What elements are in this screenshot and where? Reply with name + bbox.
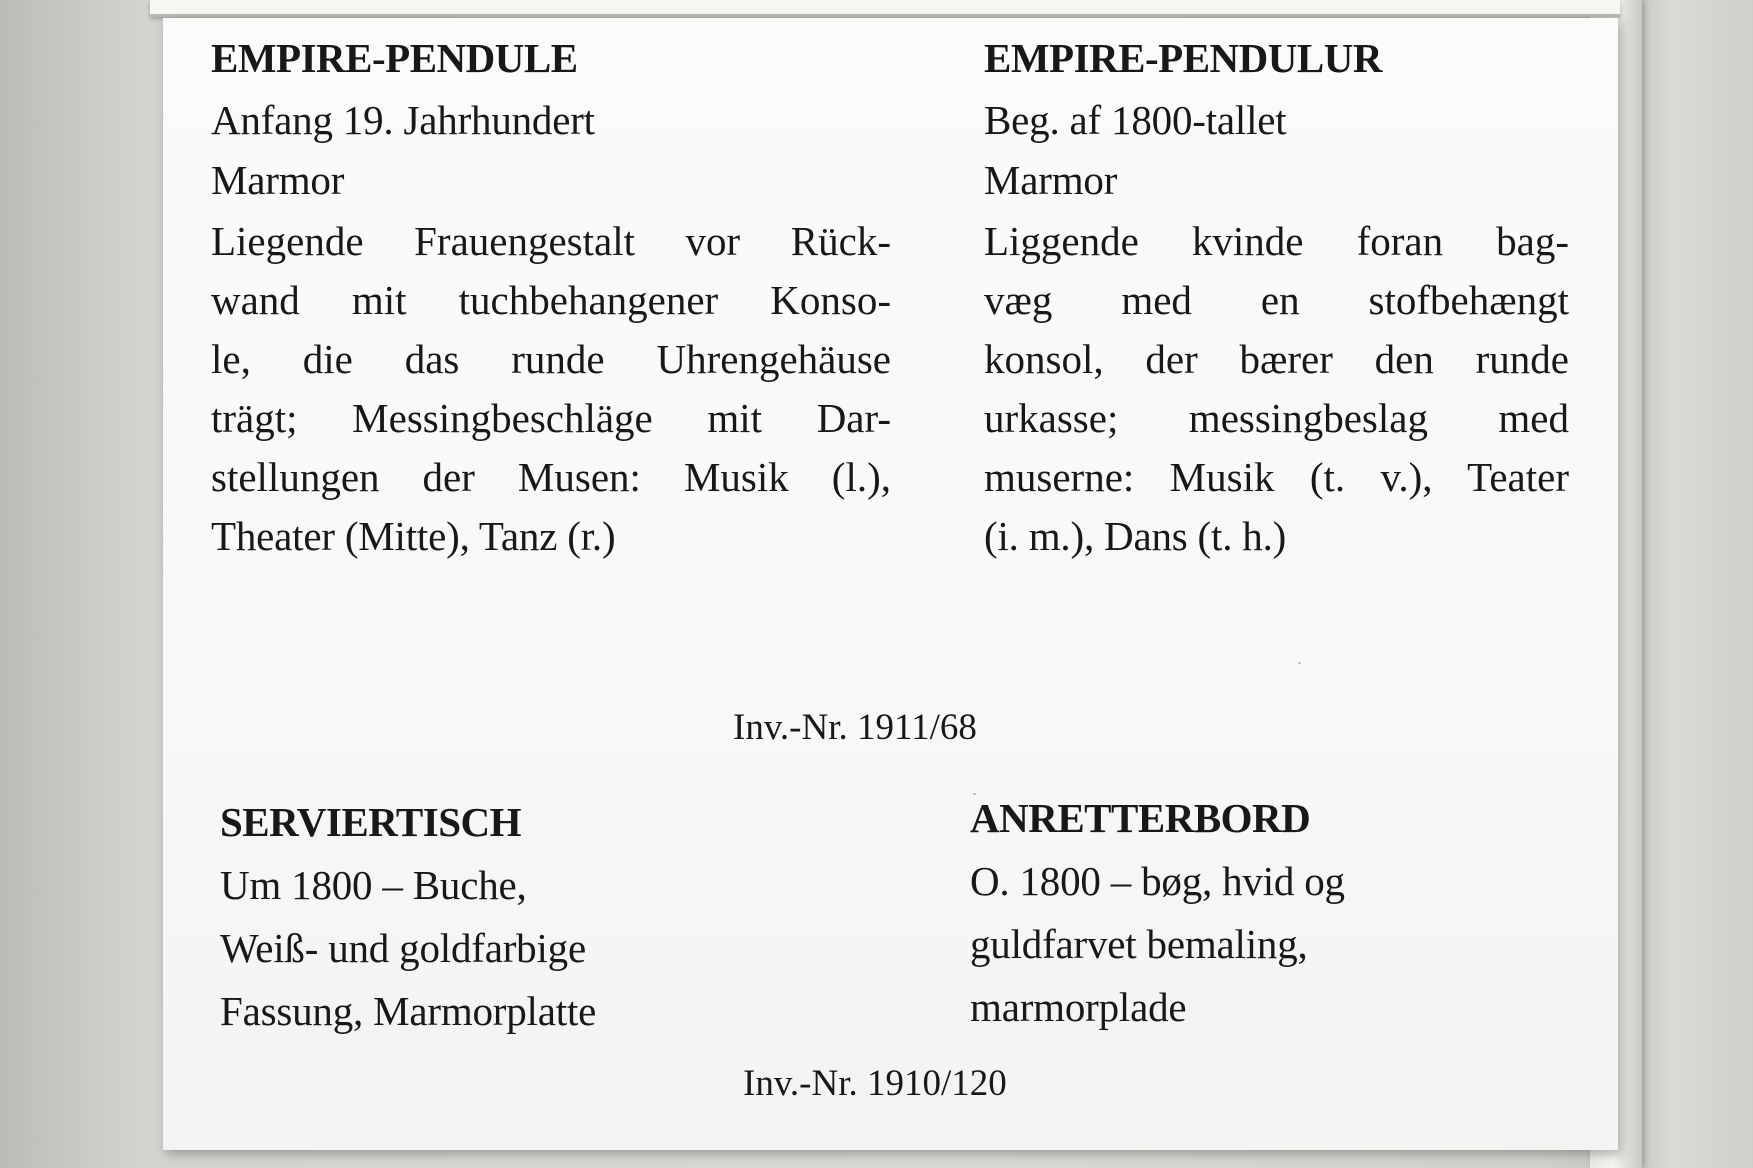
paper-speck — [973, 793, 976, 795]
serviertisch-german-text — [220, 798, 740, 1043]
serviertisch-title-da: ANRETTERBORD — [970, 795, 1311, 841]
pendule-description-line-da: (i. m.), Dans (t. h.) — [984, 513, 1287, 559]
pendule-description-line-da: væg med en stofbehængt — [984, 277, 1569, 323]
museum-label-card — [163, 18, 1618, 1150]
pendule-description-line-de: le, die das runde Uhrengehäuse — [211, 336, 891, 382]
pendule-description-line-de: Theater (Mitte), Tanz (r.) — [211, 513, 616, 559]
pendule-description-line-de: Liegende Frauengestalt vor Rück- — [211, 218, 891, 264]
paper-speck — [1298, 662, 1301, 664]
serviertisch-inventory-number: Inv.-Nr. 1910/120 — [743, 1063, 1007, 1104]
pendule-date-de: Anfang 19. Jahrhundert — [211, 97, 595, 143]
pendule-inventory-number: Inv.-Nr. 1911/68 — [733, 707, 977, 748]
serviertisch-title-de: SERVIERTISCH — [220, 799, 521, 845]
pendule-date-da: Beg. af 1800-tallet — [984, 97, 1287, 143]
serviertisch-line-da: marmorplade — [970, 984, 1187, 1030]
pendule-description-line-de: trägt; Messingbeschläge mit Dar- — [211, 395, 891, 441]
serviertisch-line-da: guldfarvet bemaling, — [970, 921, 1308, 967]
upper-label-edge — [150, 0, 1620, 17]
pendule-description-line-da: muserne: Musik (t. v.), Teater — [984, 454, 1569, 500]
pendule-description-line-da: Liggende kvinde foran bag- — [984, 218, 1569, 264]
pendule-description-line-de: wand mit tuchbehangener Konso- — [211, 277, 891, 323]
pendule-description-line-da: urkasse; messingbeslag med — [984, 395, 1569, 441]
pendule-material-de: Marmor — [211, 157, 345, 203]
pendule-description-line-da: konsol, der bærer den runde — [984, 336, 1569, 382]
pendule-german-text — [211, 34, 891, 566]
pendule-title-de: EMPIRE-PENDULE — [211, 35, 578, 81]
serviertisch-line-de: Um 1800 – Buche, — [220, 862, 527, 908]
pendule-material-da: Marmor — [984, 157, 1118, 203]
serviertisch-danish-text — [970, 794, 1490, 1039]
serviertisch-line-de: Weiß- und goldfarbige — [220, 925, 586, 971]
wall-shadow — [1628, 0, 1753, 1168]
pendule-description-line-de: stellungen der Musen: Musik (l.), — [211, 454, 891, 500]
pendule-danish-text — [984, 34, 1569, 566]
serviertisch-line-de: Fassung, Marmorplatte — [220, 988, 597, 1034]
serviertisch-line-da: O. 1800 – bøg, hvid og — [970, 858, 1345, 904]
pendule-title-da: EMPIRE-PENDULUR — [984, 35, 1382, 81]
